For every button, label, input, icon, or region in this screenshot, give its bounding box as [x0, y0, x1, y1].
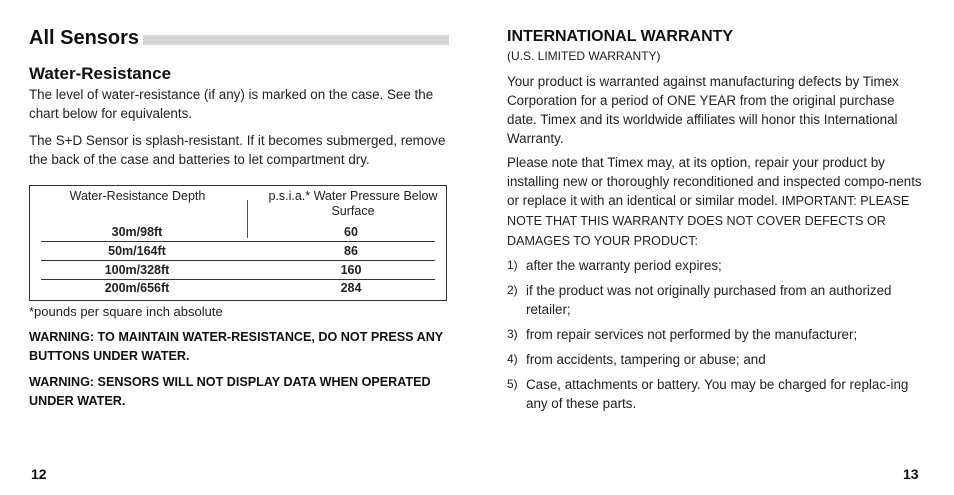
section-title: All Sensors	[29, 26, 140, 49]
water-resistance-paragraph-1: The level of water-resistance (if any) is marked on the case. See the chart below for equivalents.	[29, 87, 434, 121]
list-item-number: 2)	[507, 283, 518, 297]
list-item	[507, 375, 927, 413]
table-row	[41, 223, 435, 242]
warranty-title: INTERNATIONAL WARRANTY	[507, 28, 734, 45]
warning-buttons: WARNING: TO MAINTAIN WATER-RESISTANCE, DO NOT PRESS ANY BUTTONS UNDER WATER.	[29, 330, 443, 363]
warning-sensors: WARNING: SENSORS WILL NOT DISPLAY DATA WHEN OPERATED UNDER WATER.	[29, 375, 431, 408]
table-cell-depth: 30m/98ft	[111, 225, 163, 239]
table-header-pressure: p.s.i.a.* Water Pressure Below Surface	[268, 189, 438, 218]
list-item-text: if the product was not originally purchased from an authorized retailer;	[526, 283, 892, 317]
list-item-text: from repair services not performed by the manufacturer;	[526, 327, 858, 342]
warranty-paragraph-1: Your product is warranted against manufacturing defects by Timex Corporation for a period of ONE YEAR from the original purchase date. Timex and its worldwide affiliates will honor this International Warranty.	[507, 74, 899, 146]
table-header-depth: Water-Resistance Depth	[69, 189, 206, 203]
table-cell-pressure: 284	[340, 281, 362, 295]
warranty-subtitle: (U.S. LIMITED WARRANTY)	[507, 49, 661, 63]
warranty-paragraph-2	[507, 153, 927, 251]
warranty-exclusions-list	[507, 256, 927, 413]
section-title-bar	[143, 35, 449, 45]
list-item	[507, 256, 927, 275]
left-page	[29, 26, 449, 411]
table-row	[41, 261, 435, 280]
list-item-number: 5)	[507, 377, 518, 391]
page-number-right: 13	[903, 466, 919, 482]
list-item-number: 1)	[507, 258, 518, 272]
list-item-number: 4)	[507, 352, 518, 366]
table-cell-depth: 100m/328ft	[104, 263, 170, 277]
page-number-left: 12	[31, 466, 47, 482]
water-resistance-heading: Water-Resistance	[29, 64, 172, 83]
list-item	[507, 350, 927, 369]
list-item-number: 3)	[507, 327, 518, 341]
warranty-important-notice: IMPORTANT: PLEASE NOTE THAT THIS WARRANTY DOES NOT COVER DEFECTS OR DAMAGES TO YOUR PRODUCT:	[507, 194, 910, 248]
water-resistance-paragraph-2: The S+D Sensor is splash-resistant. If it becomes submerged, remove the back of the case and batteries to let compartment dry.	[29, 133, 446, 167]
list-item-text: after the warranty period expires;	[526, 258, 722, 273]
table-cell-pressure: 160	[340, 263, 362, 277]
list-item-text: from accidents, tampering or abuse; and	[526, 352, 766, 367]
table-cell-depth: 200m/656ft	[104, 281, 170, 295]
list-item	[507, 281, 927, 319]
right-page	[507, 26, 927, 419]
warranty-paragraph-2-text: Please note that Timex may, at its option, repair your product by installing new or thoroughly reconditioned and inspected compo-nents or replace it with an identical or similar model.	[507, 155, 922, 208]
table-row	[41, 242, 435, 261]
table-cell-depth: 50m/164ft	[108, 244, 166, 258]
list-item	[507, 325, 927, 344]
water-resistance-table	[29, 185, 447, 301]
table-cell-pressure: 60	[344, 225, 358, 239]
table-footnote: *pounds per square inch absolute	[29, 304, 223, 319]
list-item-text: Case, attachments or battery. You may be charged for replac-ing any of these parts.	[526, 377, 909, 411]
table-cell-pressure: 86	[344, 244, 358, 258]
section-header	[29, 26, 449, 50]
table-row	[41, 279, 435, 297]
